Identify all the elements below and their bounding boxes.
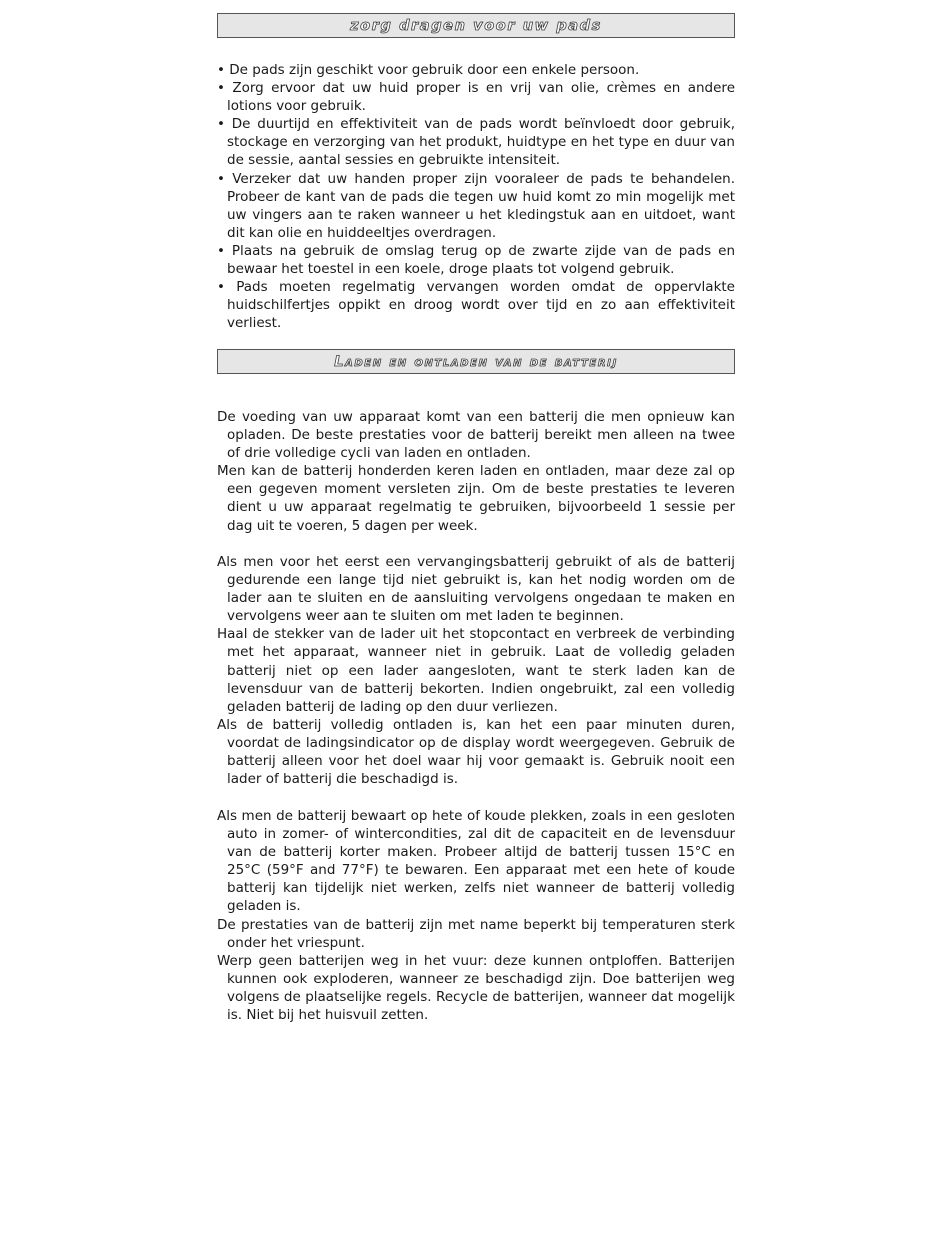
list-item: • Plaats na gebruik de omslag terug op de zwarte zijde van de pads en bewaar het toestel in een koele, droge plaats tot volgend gebruik. xyxy=(217,242,735,278)
paragraph: De voeding van uw apparaat komt van een batterij die men opnieuw kan opladen. De beste prestaties voor de batterij bereikt men alleen na twee of drie volledige cycli van laden en ontladen. xyxy=(217,409,735,462)
battery-paragraph-group xyxy=(217,807,735,1024)
section-title: zorg dragen voor uw pads xyxy=(217,13,735,38)
list-item: • De pads zijn geschikt voor gebruik door een enkele persoon. xyxy=(217,62,640,78)
paragraph: Men kan de batterij honderden keren laden en ontladen, maar deze zal op een gegeven moment versleten zijn. Om de beste prestaties te leveren dient u uw apparaat regelmatig te gebruiken, bijvoorbeeld 1 sessie per dag uit te voeren, 5 dagen per week. xyxy=(217,463,735,534)
paragraph: Als men voor het eerst een vervangingsbatterij gebruikt of als de batterij gedurende een lange tijd niet gebruikt is, kan het nodig worden om de lader aan te sluiten en de aansluiting vervolgens ongedaan te maken en vervolgens weer aan te sluiten om met laden te beginnen. xyxy=(217,554,735,625)
list-item: • Pads moeten regelmatig vervangen worden omdat de oppervlakte huidschilfertjes oppikt en droog wordt over tijd en zo aan effektiviteit verliest. xyxy=(217,279,735,332)
list-item: • Zorg ervoor dat uw huid proper is en vrij van olie, crèmes en andere lotions voor gebruik. xyxy=(217,80,735,115)
battery-paragraph-group xyxy=(217,553,735,788)
paragraph: De prestaties van de batterij zijn met name beperkt bij temperaturen sterk onder het vriespunt. xyxy=(217,916,735,951)
battery-paragraph-group xyxy=(217,408,735,535)
paragraph: Als men de batterij bewaart op hete of koude plekken, zoals in een gesloten auto in zomer- of wintercondities, zal dit de capaciteit en de levensduur van de batterij korter maken. Probeer altijd de batterij tussen 15°C en 25°C (59°F and 77°F) te bewaren. Een apparaat met een hete of koude batterij kan tijdelijk niet werken, zelfs niet wanneer de batterij volledig geladen is. xyxy=(217,808,735,915)
list-item: • De duurtijd en effektiviteit van de pads wordt beïnvloedt door gebruik, stockage en verzorging van het produkt, huidtype en het type en duur van de sessie, aantal sessies en gebruikte intensiteit. xyxy=(217,116,735,169)
section-header-pads xyxy=(217,13,735,38)
section-title: Laden en ontladen van de batterij xyxy=(217,349,735,374)
pads-care-list xyxy=(217,61,735,332)
section-header-battery xyxy=(217,349,735,374)
list-item: • Verzeker dat uw handen proper zijn vooraleer de pads te behandelen. Probeer de kant van de pads die tegen uw huid komt zo min mogelijk met uw vingers aan te raken wanneer u het kledingstuk aan en uitdoet, want dit kan olie en huiddeeltjes overdragen. xyxy=(217,170,735,241)
paragraph: Werp geen batterijen weg in het vuur: deze kunnen ontploffen. Batterijen kunnen ook exploderen, wanneer ze beschadigd zijn. Doe batterijen weg volgens de plaatselijke regels. Recycle de batterijen, wanneer dat mogelijk is. Niet bij het huisvuil zetten. xyxy=(217,952,735,1024)
paragraph: Haal de stekker van de lader uit het stopcontact en verbreek de verbinding met het apparaat, wanneer niet in gebruik. Laat de volledig geladen batterij niet op een lader aangesloten, want te sterk laden kan de levensduur van de batterij bekorten. Indien ongebruikt, zal een volledig geladen batterij de lading op den duur verliezen. xyxy=(217,626,735,715)
paragraph: Als de batterij volledig ontladen is, kan het een paar minuten duren, voordat de ladingsindicator op de display wordt weergegeven. Gebruik de batterij alleen voor het doel waar hij voor gemaakt is. Gebruik nooit een lader of batterij die beschadigd is. xyxy=(217,716,735,788)
